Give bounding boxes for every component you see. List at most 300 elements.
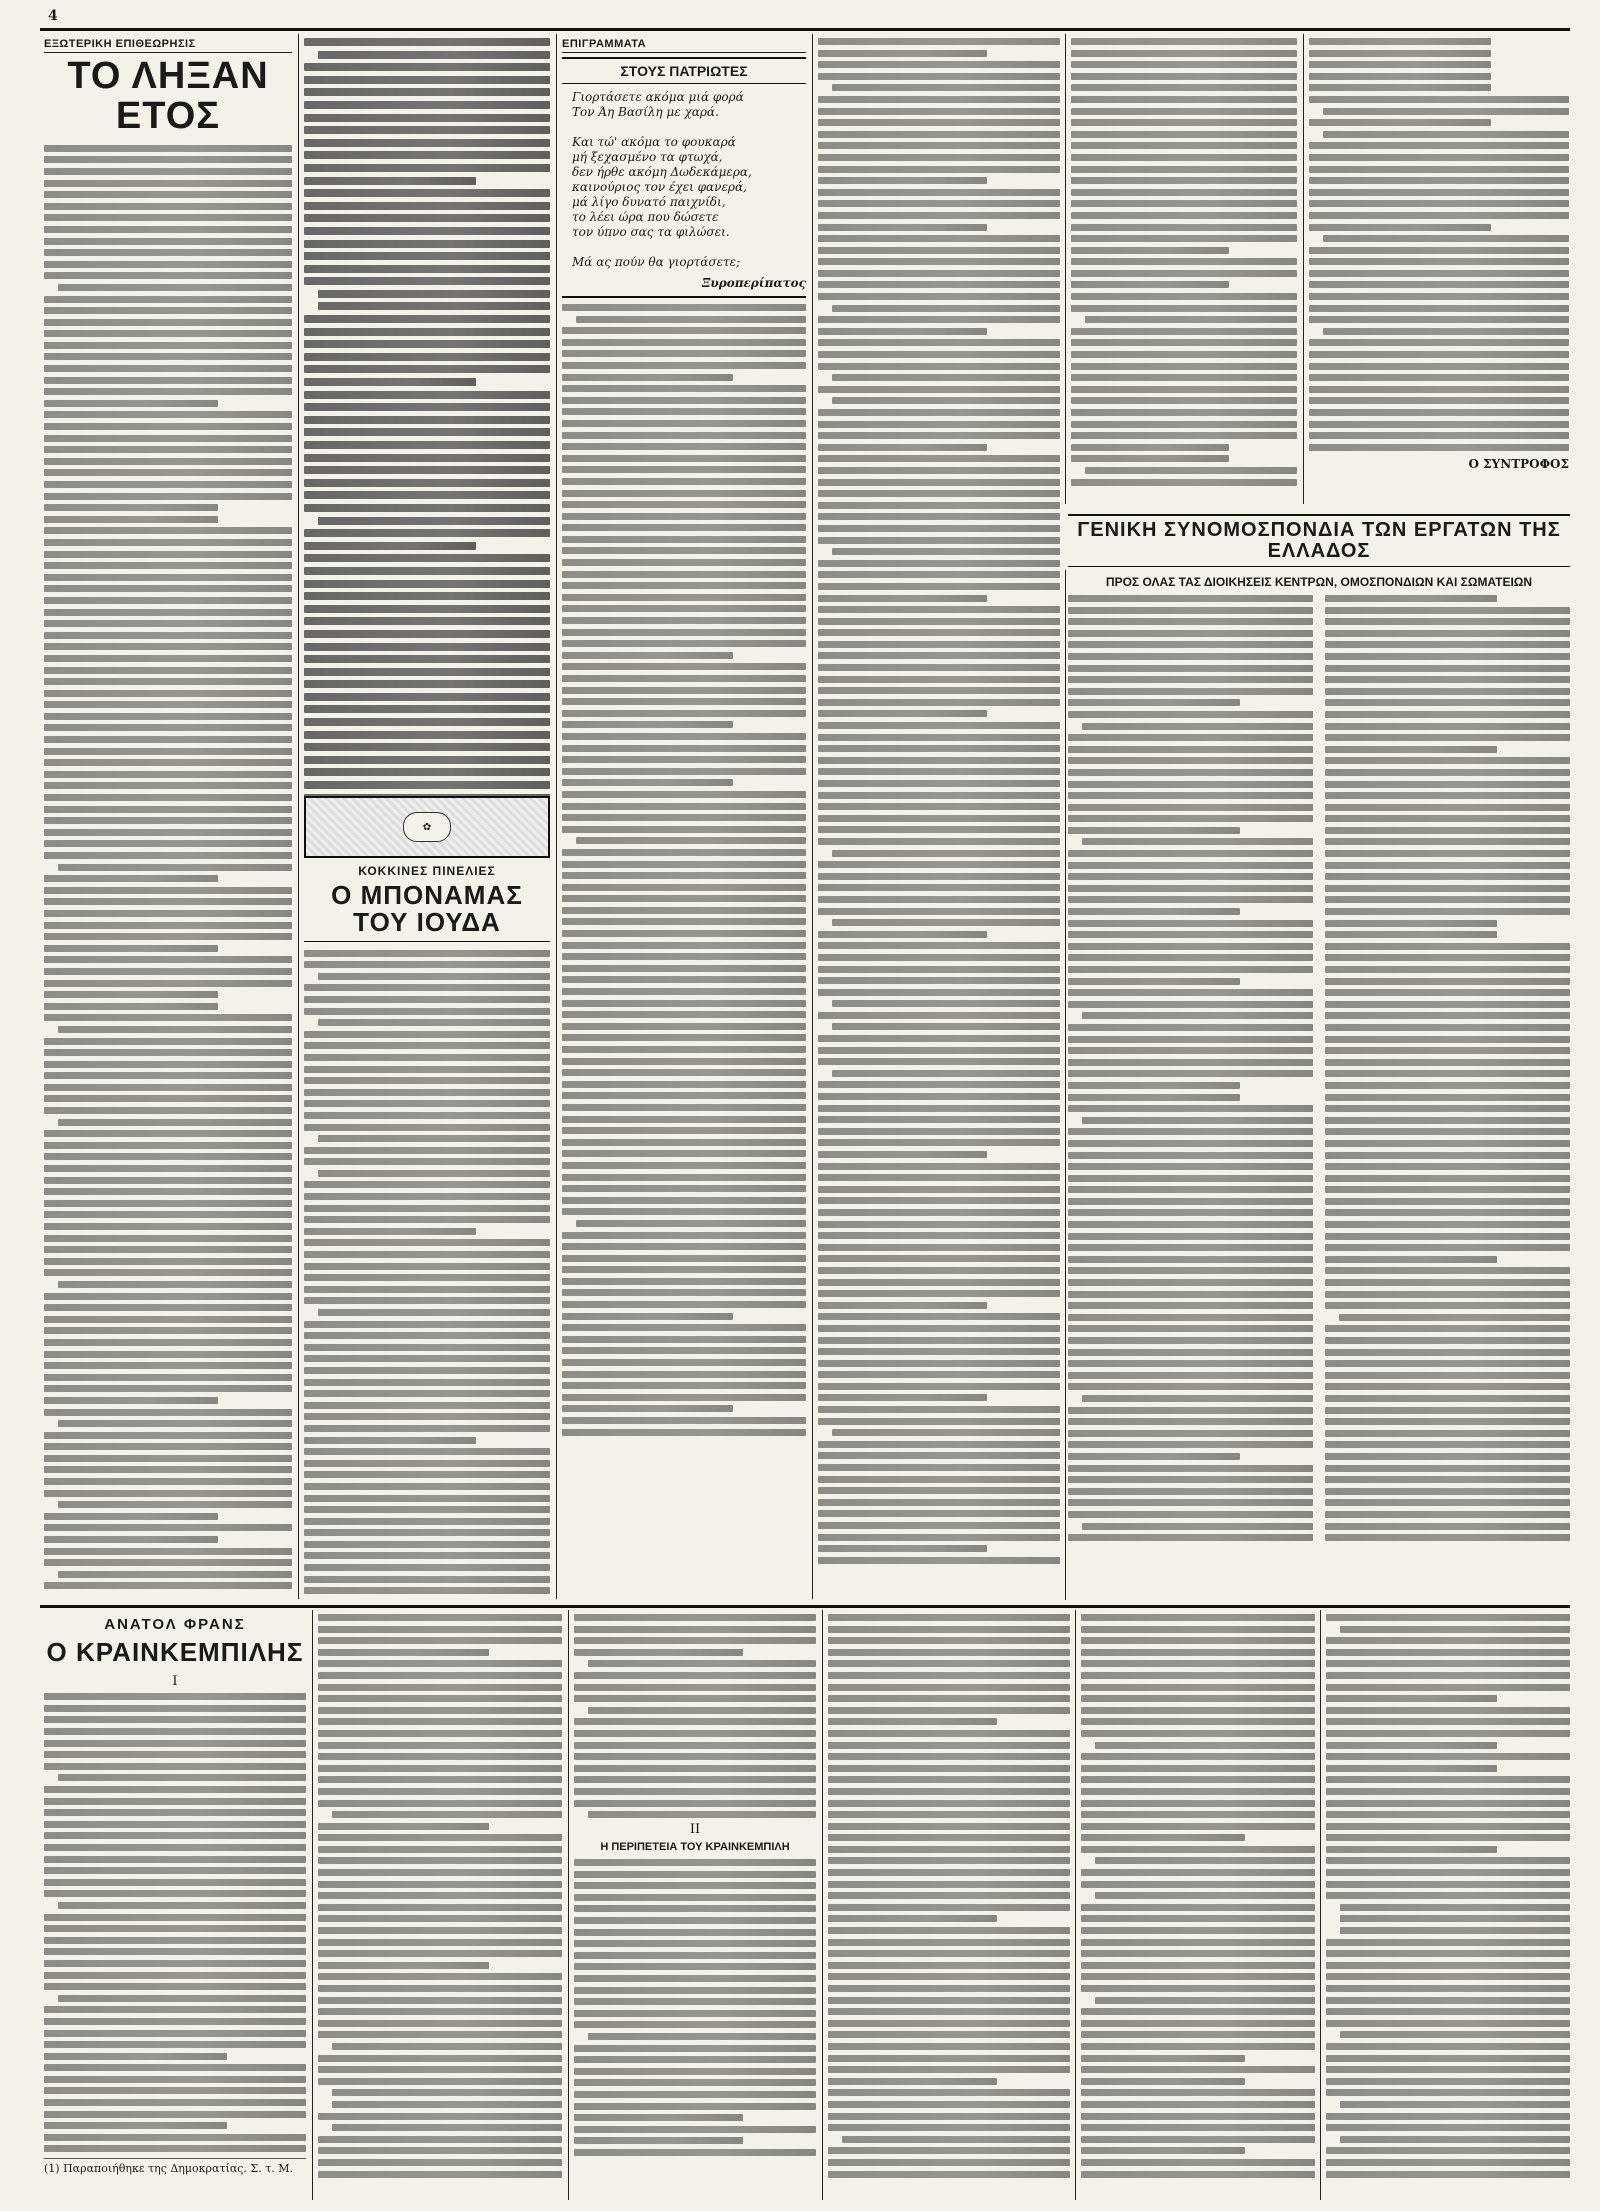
text-line	[818, 177, 987, 184]
text-line	[818, 1534, 1060, 1541]
text-line	[1081, 1765, 1315, 1772]
text-line	[1325, 1430, 1570, 1437]
text-line	[828, 1973, 1070, 1980]
banner-caption: ΚΟΚΚΙΝΕΣ ΠΙΝΕΛΙΕΣ	[358, 864, 496, 878]
story-crainquebille	[44, 1614, 306, 2204]
text-line	[318, 1788, 562, 1795]
text-line	[1326, 1753, 1570, 1760]
text-line	[304, 416, 550, 424]
text-line	[304, 1193, 550, 1200]
text-line	[1326, 1672, 1570, 1679]
text-line	[1325, 1105, 1570, 1112]
text-line	[1309, 84, 1491, 91]
text-line	[1068, 943, 1313, 950]
text-line	[818, 768, 1060, 775]
text-line	[1325, 873, 1570, 880]
text-line	[818, 108, 1060, 115]
text-line	[562, 721, 733, 728]
poem	[562, 90, 806, 270]
text-line	[44, 1867, 306, 1874]
text-line	[818, 618, 1060, 625]
text-line	[44, 2099, 306, 2106]
text-line	[832, 919, 1060, 926]
text-line	[1325, 885, 1570, 892]
text-line	[1309, 154, 1569, 161]
text-line	[1309, 305, 1569, 312]
text-line	[304, 479, 550, 487]
text-line	[1326, 1939, 1570, 1946]
text-line	[44, 2053, 227, 2060]
text-line	[1068, 804, 1313, 811]
text-line	[304, 1425, 550, 1432]
text-line	[1068, 1059, 1313, 1066]
text-line	[574, 1718, 816, 1725]
text-line	[1068, 978, 1240, 985]
text-line	[1081, 2008, 1315, 2015]
text-line	[304, 265, 550, 273]
text-line	[304, 1031, 550, 1038]
body-text	[304, 38, 550, 814]
text-line	[1081, 1660, 1315, 1667]
text-line	[44, 1153, 292, 1160]
text-line	[304, 1147, 550, 1154]
text-line	[304, 668, 550, 676]
text-line	[1326, 1776, 1570, 1783]
text-line	[1068, 688, 1313, 695]
text-line	[1068, 931, 1313, 938]
text-line	[304, 605, 550, 613]
text-line	[1068, 896, 1313, 903]
poem-line	[572, 240, 806, 255]
text-line	[1326, 1765, 1497, 1772]
text-line	[304, 1205, 550, 1212]
text-line	[562, 1011, 806, 1018]
text-line	[304, 1379, 550, 1386]
article-labor-confederation	[1068, 510, 1570, 1600]
text-line	[44, 1095, 292, 1102]
text-line	[1068, 595, 1313, 602]
text-line	[562, 918, 806, 925]
text-line	[44, 1409, 292, 1416]
text-line	[828, 1985, 1070, 1992]
text-line	[1068, 757, 1313, 764]
text-line	[1082, 1523, 1313, 1530]
text-line	[318, 1776, 562, 1783]
text-line	[828, 2101, 1070, 2108]
text-line	[818, 1151, 987, 1158]
text-line	[1340, 2031, 1570, 2038]
text-line	[304, 1042, 550, 1049]
text-line	[1071, 73, 1297, 80]
text-line	[1309, 166, 1569, 173]
text-line	[1081, 1730, 1315, 1737]
text-line	[44, 887, 292, 894]
story-column	[828, 1614, 1070, 2204]
text-line	[44, 806, 292, 813]
text-line	[44, 168, 292, 175]
text-line	[44, 956, 292, 963]
text-line	[58, 1119, 292, 1126]
text-line	[574, 1998, 816, 2005]
text-line	[1325, 653, 1570, 660]
poem-signature: Ξυροπερίπατος	[701, 276, 806, 290]
text-line	[1309, 432, 1569, 439]
text-line	[1326, 1684, 1570, 1691]
text-line	[1325, 1012, 1570, 1019]
text-line	[576, 316, 806, 323]
top-rule	[40, 28, 1570, 31]
text-line	[1068, 1140, 1313, 1147]
text-line	[1325, 862, 1570, 869]
text-line	[318, 1857, 562, 1864]
text-line	[1068, 1256, 1313, 1263]
text-line	[1326, 2020, 1570, 2027]
text-line	[44, 713, 292, 720]
text-line	[44, 156, 292, 163]
text-line	[304, 1518, 550, 1525]
text-line	[562, 617, 806, 624]
text-line	[1068, 1186, 1313, 1193]
text-line	[44, 2122, 227, 2129]
text-line	[562, 594, 806, 601]
poem-line: τον ύπνο σας τα φιλώσει.	[572, 225, 730, 239]
text-line	[44, 1972, 306, 1979]
text-line	[818, 200, 1060, 207]
text-line	[562, 988, 806, 995]
text-line	[562, 605, 806, 612]
text-line	[828, 1788, 1070, 1795]
text-line	[562, 397, 806, 404]
text-line	[44, 1948, 306, 1955]
text-line	[574, 2045, 816, 2052]
text-line	[44, 1925, 306, 1932]
article-dialogue	[818, 38, 1060, 1598]
text-line	[818, 595, 987, 602]
text-line	[44, 632, 292, 639]
text-line	[828, 1649, 1070, 1656]
text-line	[44, 968, 292, 975]
body-text	[318, 1614, 562, 2178]
text-line	[318, 1309, 550, 1316]
text-line	[1325, 1499, 1570, 1506]
text-line	[44, 446, 292, 453]
text-line	[44, 991, 218, 998]
text-line	[818, 1058, 1060, 1065]
text-line	[58, 1420, 292, 1427]
text-line	[44, 1061, 292, 1068]
text-line	[1325, 1198, 1570, 1205]
text-line	[562, 1104, 806, 1111]
text-line	[304, 403, 550, 411]
text-line	[1325, 665, 1570, 672]
text-line	[1068, 618, 1313, 625]
text-line	[828, 2078, 997, 2085]
footnote: (1) Παραποιήθηκε της Δημοκρατίας. Σ. τ. Μ.	[44, 2158, 306, 2175]
text-line	[818, 386, 1060, 393]
text-line	[818, 641, 1060, 648]
text-line	[1081, 2078, 1245, 2085]
text-line	[44, 1856, 306, 1863]
column-divider	[822, 1610, 823, 2200]
chapter-number: Ι	[172, 1674, 178, 1690]
text-line	[304, 1564, 550, 1571]
text-line	[1326, 1962, 1570, 1969]
text-line	[318, 1834, 562, 1841]
text-line	[828, 1800, 1070, 1807]
text-line	[44, 2041, 306, 2048]
text-line	[818, 873, 1060, 880]
text-line	[562, 1116, 806, 1123]
text-line	[1081, 1915, 1315, 1922]
story-column	[574, 1614, 816, 2204]
text-line	[44, 1142, 292, 1149]
article-continuation-far-right	[1309, 38, 1569, 503]
text-line	[1068, 1360, 1313, 1367]
text-line	[574, 1765, 816, 1772]
text-line	[818, 1163, 1060, 1170]
text-line	[1068, 1024, 1313, 1031]
text-line	[1326, 2078, 1570, 2085]
text-line	[818, 316, 1060, 323]
text-line	[44, 1269, 292, 1276]
text-line	[44, 945, 218, 952]
text-line	[562, 895, 806, 902]
text-line	[1325, 1221, 1570, 1228]
text-line	[1085, 467, 1297, 474]
text-line	[1325, 1325, 1570, 1332]
text-line	[562, 1324, 806, 1331]
text-line	[1071, 131, 1297, 138]
text-line	[304, 1216, 550, 1223]
text-line	[828, 1637, 1070, 1644]
text-line	[304, 1321, 550, 1328]
text-line	[1071, 84, 1297, 91]
text-line	[1068, 1314, 1313, 1321]
text-line	[1081, 1927, 1315, 1934]
text-line	[562, 339, 806, 346]
text-line	[44, 1728, 306, 1735]
text-line	[44, 1478, 292, 1485]
text-line	[1326, 1846, 1497, 1853]
text-line	[828, 1776, 1070, 1783]
text-line	[562, 976, 806, 983]
poem-line: δεν ήρθε ακόμη Δωδεκάμερα,	[572, 165, 752, 179]
text-line	[562, 663, 806, 670]
text-line	[562, 965, 806, 972]
text-line	[1323, 108, 1569, 115]
text-line	[1068, 1070, 1313, 1077]
text-line	[1325, 1383, 1570, 1390]
text-line	[1325, 1453, 1570, 1460]
text-line	[818, 270, 1060, 277]
text-line	[1082, 1117, 1313, 1124]
section-banner	[304, 796, 550, 858]
text-line	[318, 517, 550, 525]
text-line	[562, 385, 806, 392]
text-line	[1071, 235, 1297, 242]
text-line	[818, 792, 1060, 799]
text-line	[574, 1929, 816, 1936]
text-line	[1068, 1291, 1313, 1298]
text-line	[1339, 1314, 1570, 1321]
text-line	[562, 1232, 806, 1239]
text-line	[1325, 1001, 1570, 1008]
text-line	[574, 1905, 816, 1912]
article-epigrams	[562, 38, 806, 1598]
text-line	[832, 397, 1060, 404]
text-line	[1309, 96, 1569, 103]
text-line	[1326, 1742, 1497, 1749]
text-line	[1068, 1372, 1313, 1379]
text-line	[318, 290, 550, 298]
text-line	[1068, 792, 1313, 799]
text-line	[1325, 1349, 1570, 1356]
text-line	[562, 513, 806, 520]
text-line	[1325, 1036, 1570, 1043]
text-line	[304, 1483, 550, 1490]
text-line	[44, 1385, 292, 1392]
text-line	[818, 1452, 1060, 1459]
text-line	[1068, 1441, 1313, 1448]
text-line	[1325, 1186, 1570, 1193]
text-line	[304, 38, 550, 46]
article-red-brushstrokes	[304, 790, 550, 1598]
text-line	[44, 690, 292, 697]
text-line	[818, 1105, 1060, 1112]
text-line	[1325, 1337, 1570, 1344]
text-line	[562, 1034, 806, 1041]
text-line	[1326, 1730, 1570, 1737]
column-divider	[1075, 1610, 1076, 2200]
text-line	[304, 1367, 550, 1374]
text-line	[44, 1003, 218, 1010]
text-line	[304, 126, 550, 134]
poem-line: το λέει ώρα που δώσετε	[572, 210, 719, 224]
text-line	[562, 1371, 806, 1378]
text-line	[818, 954, 1060, 961]
text-line	[562, 791, 806, 798]
text-line	[818, 571, 1060, 578]
text-line	[44, 1177, 292, 1184]
text-line	[1081, 1869, 1315, 1876]
text-line	[318, 1892, 562, 1899]
text-line	[304, 1552, 550, 1559]
text-line	[44, 667, 292, 674]
text-line	[44, 562, 292, 569]
text-line	[828, 1881, 1070, 1888]
text-line	[832, 1000, 1060, 1007]
text-line	[318, 1765, 562, 1772]
text-line	[1081, 1753, 1315, 1760]
text-line	[562, 1058, 806, 1065]
text-line	[1068, 1036, 1313, 1043]
text-line	[828, 1892, 1070, 1899]
text-line	[1071, 479, 1297, 486]
text-line	[818, 467, 1060, 474]
text-line	[1068, 1349, 1313, 1356]
text-line	[1068, 607, 1313, 614]
text-line	[318, 2113, 562, 2120]
text-line	[818, 1499, 1060, 1506]
text-line	[574, 1975, 816, 1982]
text-line	[1309, 73, 1491, 80]
text-line	[44, 539, 292, 546]
text-line	[828, 1753, 1070, 1760]
text-line	[1068, 1499, 1313, 1506]
chapter-title: Η ΠΕΡΙΠΕΤΕΙΑ ΤΟΥ ΚΡΑΙΝΚΕΜΠΙΛΗ	[600, 1841, 790, 1854]
text-line	[818, 908, 1060, 915]
text-line	[562, 1359, 806, 1366]
text-line	[574, 1917, 816, 1924]
text-line	[818, 826, 1060, 833]
text-line	[1068, 920, 1313, 927]
text-line	[818, 676, 1060, 683]
text-line	[304, 441, 550, 449]
text-line	[44, 342, 292, 349]
text-line	[818, 861, 1060, 868]
text-line	[318, 1973, 562, 1980]
text-line	[44, 180, 292, 187]
text-line	[1071, 351, 1297, 358]
text-line	[304, 1228, 476, 1235]
text-line	[1325, 1209, 1570, 1216]
text-line	[562, 1405, 733, 1412]
text-line	[58, 864, 292, 871]
column-divider	[1320, 1610, 1321, 2200]
text-line	[562, 1255, 806, 1262]
body-text	[1068, 595, 1313, 1541]
text-line	[1081, 1881, 1315, 1888]
text-line	[562, 861, 806, 868]
text-line	[1071, 409, 1297, 416]
text-line	[562, 466, 806, 473]
text-line	[318, 1718, 562, 1725]
text-line	[304, 996, 550, 1003]
text-line	[818, 652, 1060, 659]
text-line	[44, 2030, 306, 2037]
text-line	[562, 1139, 806, 1146]
text-line	[1325, 711, 1570, 718]
text-line	[1325, 1360, 1570, 1367]
text-line	[588, 1660, 816, 1667]
text-line	[44, 191, 292, 198]
text-line	[818, 977, 1060, 984]
text-line	[1326, 1869, 1570, 1876]
text-line	[44, 829, 292, 836]
text-line	[1081, 1626, 1315, 1633]
article-headline: Ο ΜΠΟΝΑΜΑΣ ΤΟΥ ΙΟΥΔΑ	[304, 882, 550, 942]
text-line	[1326, 1695, 1497, 1702]
text-line	[304, 252, 550, 260]
text-line	[1068, 1244, 1313, 1251]
text-line	[1071, 386, 1297, 393]
text-line	[828, 1660, 1070, 1667]
text-line	[1325, 618, 1570, 625]
text-line	[1068, 653, 1313, 660]
text-line	[1071, 247, 1229, 254]
text-line	[1325, 1070, 1570, 1077]
text-line	[318, 1742, 562, 1749]
text-line	[562, 1185, 806, 1192]
text-line	[318, 1614, 562, 1621]
text-line	[1340, 1915, 1570, 1922]
text-line	[1326, 1881, 1570, 1888]
text-line	[1071, 444, 1229, 451]
body-text	[574, 1859, 816, 2156]
text-line	[1309, 189, 1569, 196]
text-line	[304, 592, 550, 600]
text-line	[304, 214, 550, 222]
